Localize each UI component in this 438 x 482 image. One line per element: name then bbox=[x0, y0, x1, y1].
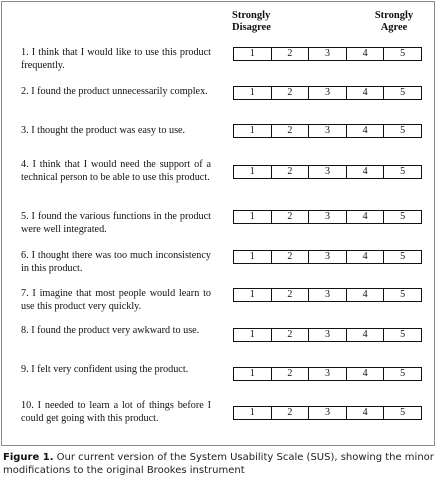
rating-scale-2 bbox=[233, 86, 422, 100]
rating-option[interactable]: 2 bbox=[272, 289, 310, 301]
rating-option[interactable]: 2 bbox=[272, 166, 310, 178]
sus-item-5: 5. I found the various functions in the product were well integrated. bbox=[21, 211, 211, 235]
sus-item-3: 3. I thought the product was easy to use. bbox=[21, 125, 186, 136]
rating-option[interactable]: 5 bbox=[400, 48, 406, 59]
rating-option[interactable]: 3 bbox=[309, 289, 347, 301]
rating-option[interactable]: 3 bbox=[309, 329, 347, 341]
rating-option[interactable]: 2 bbox=[272, 407, 310, 419]
figure-caption bbox=[3, 451, 435, 477]
rating-scale-8 bbox=[233, 328, 422, 342]
header-right-line2: Agree bbox=[380, 22, 408, 33]
rating-option[interactable]: 1 bbox=[234, 166, 272, 178]
rating-option[interactable]: 4 bbox=[347, 251, 385, 263]
rating-option[interactable]: 5 bbox=[400, 289, 406, 300]
rating-scale-7 bbox=[233, 288, 422, 302]
rating-option[interactable]: 3 bbox=[309, 368, 347, 380]
rating-option[interactable]: 4 bbox=[347, 211, 385, 223]
rating-option[interactable]: 5 bbox=[400, 211, 406, 222]
rating-option[interactable]: 1 bbox=[234, 251, 272, 263]
rating-option[interactable]: 3 bbox=[309, 211, 347, 223]
rating-option[interactable]: 2 bbox=[272, 48, 310, 60]
rating-option[interactable]: 2 bbox=[272, 125, 310, 137]
rating-option[interactable]: 1 bbox=[234, 289, 272, 301]
strongly-disagree-header bbox=[232, 10, 280, 34]
sus-item-8: 8. I found the product very awkward to use. bbox=[21, 325, 200, 336]
rating-option[interactable]: 1 bbox=[234, 211, 272, 223]
rating-option[interactable]: 5 bbox=[400, 329, 406, 340]
rating-option[interactable]: 5 bbox=[400, 251, 406, 262]
sus-item-2: 2. I found the product unnecessarily complex. bbox=[21, 86, 208, 97]
rating-option[interactable]: 1 bbox=[234, 329, 272, 341]
rating-scale-10 bbox=[233, 406, 422, 420]
sus-item-6: 6. I thought there was too much inconsistency in this product. bbox=[21, 250, 211, 274]
rating-scale-4 bbox=[233, 165, 422, 179]
rating-option[interactable]: 3 bbox=[309, 87, 347, 99]
rating-option[interactable]: 4 bbox=[347, 407, 385, 419]
header-left-line1: Strongly bbox=[232, 10, 271, 21]
rating-option[interactable]: 4 bbox=[347, 87, 385, 99]
rating-option[interactable]: 4 bbox=[347, 329, 385, 341]
caption-text: Our current version of the System Usability Scale (SUS), showing the minor modifications to the original Brookes instrument bbox=[3, 452, 434, 476]
rating-option[interactable]: 3 bbox=[309, 407, 347, 419]
rating-option[interactable]: 5 bbox=[400, 407, 406, 418]
rating-option[interactable]: 1 bbox=[234, 407, 272, 419]
rating-option[interactable]: 4 bbox=[347, 166, 385, 178]
rating-option[interactable]: 1 bbox=[234, 48, 272, 60]
rating-scale-3 bbox=[233, 124, 422, 138]
rating-option[interactable]: 2 bbox=[272, 211, 310, 223]
rating-scale-1 bbox=[233, 47, 422, 61]
rating-scale-5 bbox=[233, 210, 422, 224]
rating-option[interactable]: 4 bbox=[347, 368, 385, 380]
sus-item-9: 9. I felt very confident using the product. bbox=[21, 364, 189, 375]
sus-figure bbox=[1, 1, 435, 446]
sus-item-4: 4. I think that I would need the support of a technical person to be able to use this product. bbox=[21, 159, 211, 183]
rating-option[interactable]: 1 bbox=[234, 87, 272, 99]
rating-option[interactable]: 2 bbox=[272, 87, 310, 99]
rating-option[interactable]: 1 bbox=[234, 368, 272, 380]
rating-option[interactable]: 4 bbox=[347, 289, 385, 301]
rating-option[interactable]: 3 bbox=[309, 251, 347, 263]
rating-option[interactable]: 5 bbox=[400, 87, 406, 98]
rating-option[interactable]: 2 bbox=[272, 251, 310, 263]
rating-scale-9 bbox=[233, 367, 422, 381]
rating-option[interactable]: 3 bbox=[309, 166, 347, 178]
rating-scale-6 bbox=[233, 250, 422, 264]
sus-item-1: 1. I think that I would like to use this product frequently. bbox=[21, 47, 211, 71]
rating-option[interactable]: 3 bbox=[309, 125, 347, 137]
rating-option[interactable]: 1 bbox=[234, 125, 272, 137]
rating-option[interactable]: 5 bbox=[400, 125, 406, 136]
rating-option[interactable]: 4 bbox=[347, 48, 385, 60]
rating-option[interactable]: 4 bbox=[347, 125, 385, 137]
rating-option[interactable]: 3 bbox=[309, 48, 347, 60]
rating-option[interactable]: 5 bbox=[400, 166, 406, 177]
sus-item-10: 10. I needed to learn a lot of things before I could get going with this product. bbox=[21, 400, 211, 424]
caption-label: Figure 1. bbox=[3, 452, 54, 463]
sus-item-7: 7. I imagine that most people would learn to use this product very quickly. bbox=[21, 288, 211, 312]
rating-option[interactable]: 2 bbox=[272, 329, 310, 341]
strongly-agree-header bbox=[364, 10, 424, 34]
header-right-line1: Strongly bbox=[374, 10, 414, 21]
header-left-line2: Disagree bbox=[232, 22, 271, 33]
rating-option[interactable]: 2 bbox=[272, 368, 310, 380]
rating-option[interactable]: 5 bbox=[400, 368, 406, 379]
